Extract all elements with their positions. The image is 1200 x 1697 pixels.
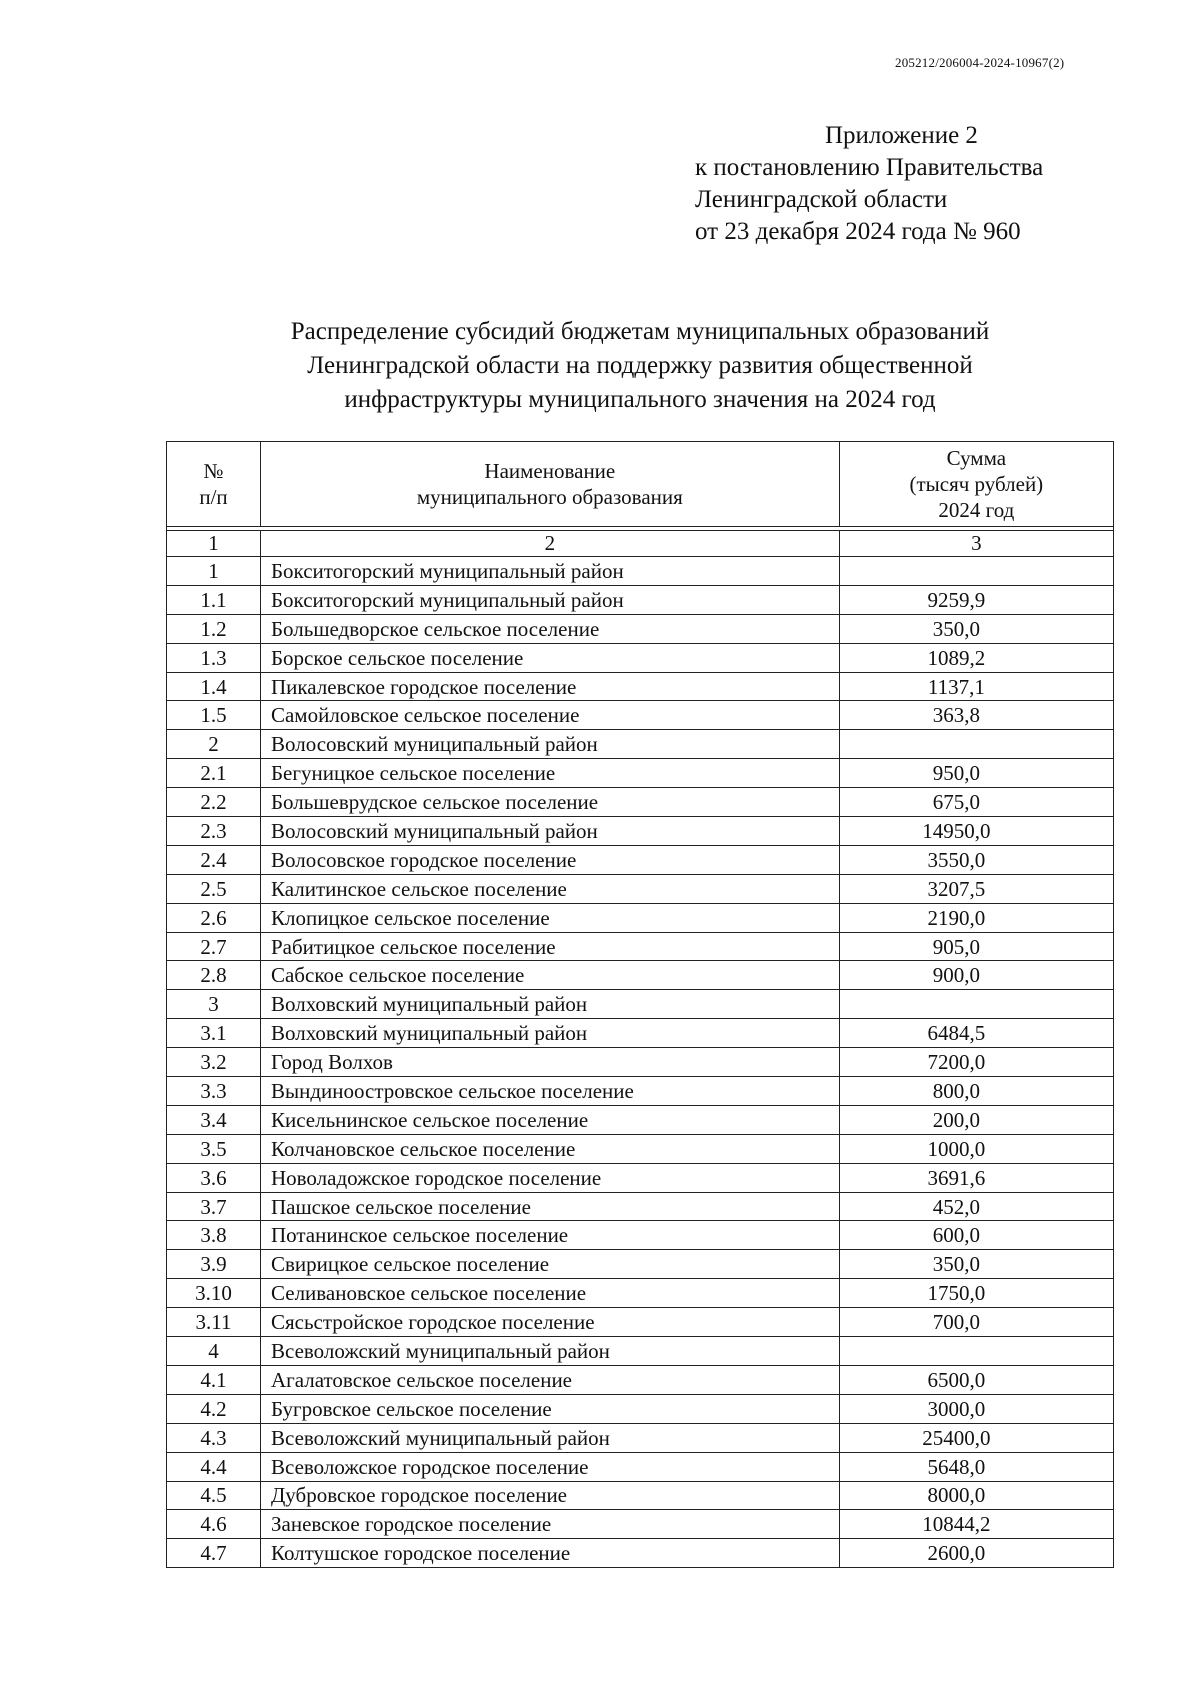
row-sum: 6484,5 [839, 1019, 1113, 1048]
row-name: Новоладожское городское поселение [260, 1163, 839, 1192]
row-sum: 5648,0 [839, 1452, 1113, 1481]
row-name: Свирицкое сельское поселение [260, 1250, 839, 1279]
row-number: 4.5 [167, 1481, 261, 1510]
row-name: Вындиноостровское сельское поселение [260, 1077, 839, 1106]
column-number: 1 [167, 531, 261, 557]
table-row [167, 1510, 1114, 1539]
row-number: 3 [167, 990, 261, 1019]
row-number: 4.6 [167, 1510, 261, 1539]
header-name-line-2: муниципального образования [416, 485, 683, 509]
row-number: 2.1 [167, 759, 261, 788]
table-row [167, 1481, 1114, 1510]
table-row [167, 990, 1114, 1019]
row-number: 4.3 [167, 1423, 261, 1452]
row-number: 1.5 [167, 701, 261, 730]
table-row [167, 1452, 1114, 1481]
header-number-line-2: п/п [199, 485, 228, 509]
row-sum [839, 1337, 1113, 1366]
table-row [167, 1192, 1114, 1221]
row-sum: 25400,0 [839, 1423, 1113, 1452]
table-row [167, 759, 1114, 788]
row-name: Кисельнинское сельское поселение [260, 1105, 839, 1134]
row-name: Колтушское городское поселение [260, 1539, 839, 1568]
row-name: Волховский муниципальный район [260, 990, 839, 1019]
row-name: Заневское городское поселение [260, 1510, 839, 1539]
table-row [167, 1134, 1114, 1163]
row-name: Всеволожское городское поселение [260, 1452, 839, 1481]
row-number: 4.2 [167, 1394, 261, 1423]
header-number-line-1: № [203, 459, 224, 483]
row-number: 3.8 [167, 1221, 261, 1250]
row-name: Самойловское сельское поселение [260, 701, 839, 730]
row-number: 3.1 [167, 1019, 261, 1048]
header-name [260, 442, 839, 527]
row-number: 3.9 [167, 1250, 261, 1279]
title-line-3: инфраструктуры муниципального значения на 2024 год [344, 386, 936, 413]
table-row [167, 961, 1114, 990]
document-id: 205212/206004-2024-10967(2) [895, 55, 1065, 70]
table-row [167, 845, 1114, 874]
row-name: Всеволожский муниципальный район [260, 1337, 839, 1366]
table-row [167, 643, 1114, 672]
appendix-header [695, 120, 1043, 248]
table-row [167, 1308, 1114, 1337]
row-sum: 2190,0 [839, 903, 1113, 932]
row-sum: 800,0 [839, 1077, 1113, 1106]
row-name: Большедворское сельское поселение [260, 614, 839, 643]
row-name: Большеврудское сельское поселение [260, 788, 839, 817]
row-number: 3.7 [167, 1192, 261, 1221]
table-header-row [167, 442, 1114, 527]
row-name: Город Волхов [260, 1048, 839, 1077]
table-row [167, 1163, 1114, 1192]
row-number: 3.6 [167, 1163, 261, 1192]
row-sum: 600,0 [839, 1221, 1113, 1250]
table-row [167, 788, 1114, 817]
row-sum: 7200,0 [839, 1048, 1113, 1077]
row-sum: 10844,2 [839, 1510, 1113, 1539]
row-number: 4.7 [167, 1539, 261, 1568]
table-row [167, 1365, 1114, 1394]
row-sum: 6500,0 [839, 1365, 1113, 1394]
row-number: 1.2 [167, 614, 261, 643]
row-sum: 200,0 [839, 1105, 1113, 1134]
row-name: Сабское сельское поселение [260, 961, 839, 990]
row-name: Колчановское сельское поселение [260, 1134, 839, 1163]
row-number: 2.6 [167, 903, 261, 932]
header-name-line-1: Наименование [484, 459, 616, 483]
row-name: Потанинское сельское поселение [260, 1221, 839, 1250]
row-name: Дубровское городское поселение [260, 1481, 839, 1510]
table-row [167, 874, 1114, 903]
row-number: 2.3 [167, 817, 261, 846]
row-name: Бугровское сельское поселение [260, 1394, 839, 1423]
row-name: Бокситогорский муниципальный район [260, 557, 839, 586]
table-row [167, 585, 1114, 614]
table-row [167, 1221, 1114, 1250]
row-name: Борское сельское поселение [260, 643, 839, 672]
row-number: 3.4 [167, 1105, 261, 1134]
row-number: 1.1 [167, 585, 261, 614]
row-name: Волосовский муниципальный район [260, 817, 839, 846]
row-sum: 3000,0 [839, 1394, 1113, 1423]
row-number: 4.1 [167, 1365, 261, 1394]
header-sum-line-3: 2024 год [938, 498, 1015, 522]
row-number: 2.7 [167, 932, 261, 961]
column-number-row [167, 531, 1114, 557]
row-sum [839, 557, 1113, 586]
row-name: Пикалевское городское поселение [260, 672, 839, 701]
table-row [167, 1019, 1114, 1048]
row-sum: 3207,5 [839, 874, 1113, 903]
document-title [160, 315, 1120, 417]
table-row [167, 557, 1114, 586]
row-sum: 14950,0 [839, 817, 1113, 846]
table-row [167, 903, 1114, 932]
appendix-line-1: Приложение 2 [825, 122, 978, 149]
row-number: 2.4 [167, 845, 261, 874]
row-number: 2.2 [167, 788, 261, 817]
row-number: 4 [167, 1337, 261, 1366]
appendix-line-3: Ленинградской области [695, 186, 948, 213]
row-sum: 950,0 [839, 759, 1113, 788]
row-sum [839, 990, 1113, 1019]
row-name: Волховский муниципальный район [260, 1019, 839, 1048]
row-number: 2.8 [167, 961, 261, 990]
row-sum: 363,8 [839, 701, 1113, 730]
table-row [167, 1423, 1114, 1452]
row-name: Селивановское сельское поселение [260, 1279, 839, 1308]
row-sum: 905,0 [839, 932, 1113, 961]
row-sum: 9259,9 [839, 585, 1113, 614]
column-number: 3 [839, 531, 1113, 557]
title-line-1: Распределение субсидий бюджетам муниципальных образований [290, 318, 990, 345]
title-line-2: Ленинградской области на поддержку развития общественной [307, 352, 973, 379]
row-number: 2 [167, 730, 261, 759]
row-name: Агалатовское сельское поселение [260, 1365, 839, 1394]
row-number: 4.4 [167, 1452, 261, 1481]
row-number: 3.11 [167, 1308, 261, 1337]
table-row [167, 614, 1114, 643]
table-row [167, 1048, 1114, 1077]
row-name: Клопицкое сельское поселение [260, 903, 839, 932]
table-row [167, 1539, 1114, 1568]
table-row [167, 1394, 1114, 1423]
row-name: Всеволожский муниципальный район [260, 1423, 839, 1452]
table-row [167, 1105, 1114, 1134]
row-number: 3.10 [167, 1279, 261, 1308]
appendix-line-2: к постановлению Правительства [695, 154, 1044, 181]
row-number: 1 [167, 557, 261, 586]
appendix-line-4: от 23 декабря 2024 года № 960 [695, 218, 1021, 245]
table-row [167, 1250, 1114, 1279]
table-row [167, 1337, 1114, 1366]
row-sum: 700,0 [839, 1308, 1113, 1337]
row-sum: 452,0 [839, 1192, 1113, 1221]
row-name: Пашское сельское поселение [260, 1192, 839, 1221]
row-sum: 3691,6 [839, 1163, 1113, 1192]
table-row [167, 730, 1114, 759]
row-sum: 675,0 [839, 788, 1113, 817]
row-name: Бокситогорский муниципальный район [260, 585, 839, 614]
table-row [167, 672, 1114, 701]
header-sum-line-2: (тысяч рублей) [909, 472, 1044, 496]
column-number: 2 [260, 531, 839, 557]
row-number: 3.2 [167, 1048, 261, 1077]
row-name: Рабитицкое сельское поселение [260, 932, 839, 961]
row-sum: 1137,1 [839, 672, 1113, 701]
row-number: 3.5 [167, 1134, 261, 1163]
row-name: Бегуницкое сельское поселение [260, 759, 839, 788]
table-row [167, 932, 1114, 961]
subsidy-table [166, 441, 1114, 1568]
row-sum: 8000,0 [839, 1481, 1113, 1510]
row-number: 3.3 [167, 1077, 261, 1106]
table-row [167, 1077, 1114, 1106]
row-sum: 900,0 [839, 961, 1113, 990]
header-sum [839, 442, 1113, 527]
row-sum: 3550,0 [839, 845, 1113, 874]
row-name: Волосовское городское поселение [260, 845, 839, 874]
row-sum: 1750,0 [839, 1279, 1113, 1308]
table-row [167, 1279, 1114, 1308]
row-name: Калитинское сельское поселение [260, 874, 839, 903]
row-name: Сясьстройское городское поселение [260, 1308, 839, 1337]
row-name: Волосовский муниципальный район [260, 730, 839, 759]
row-sum: 2600,0 [839, 1539, 1113, 1568]
table-row [167, 817, 1114, 846]
row-sum: 1000,0 [839, 1134, 1113, 1163]
row-number: 2.5 [167, 874, 261, 903]
row-sum [839, 730, 1113, 759]
header-sum-line-1: Сумма [946, 446, 1007, 470]
row-sum: 1089,2 [839, 643, 1113, 672]
row-sum: 350,0 [839, 614, 1113, 643]
row-number: 1.4 [167, 672, 261, 701]
row-sum: 350,0 [839, 1250, 1113, 1279]
header-number [167, 442, 261, 527]
row-number: 1.3 [167, 643, 261, 672]
table-row [167, 701, 1114, 730]
